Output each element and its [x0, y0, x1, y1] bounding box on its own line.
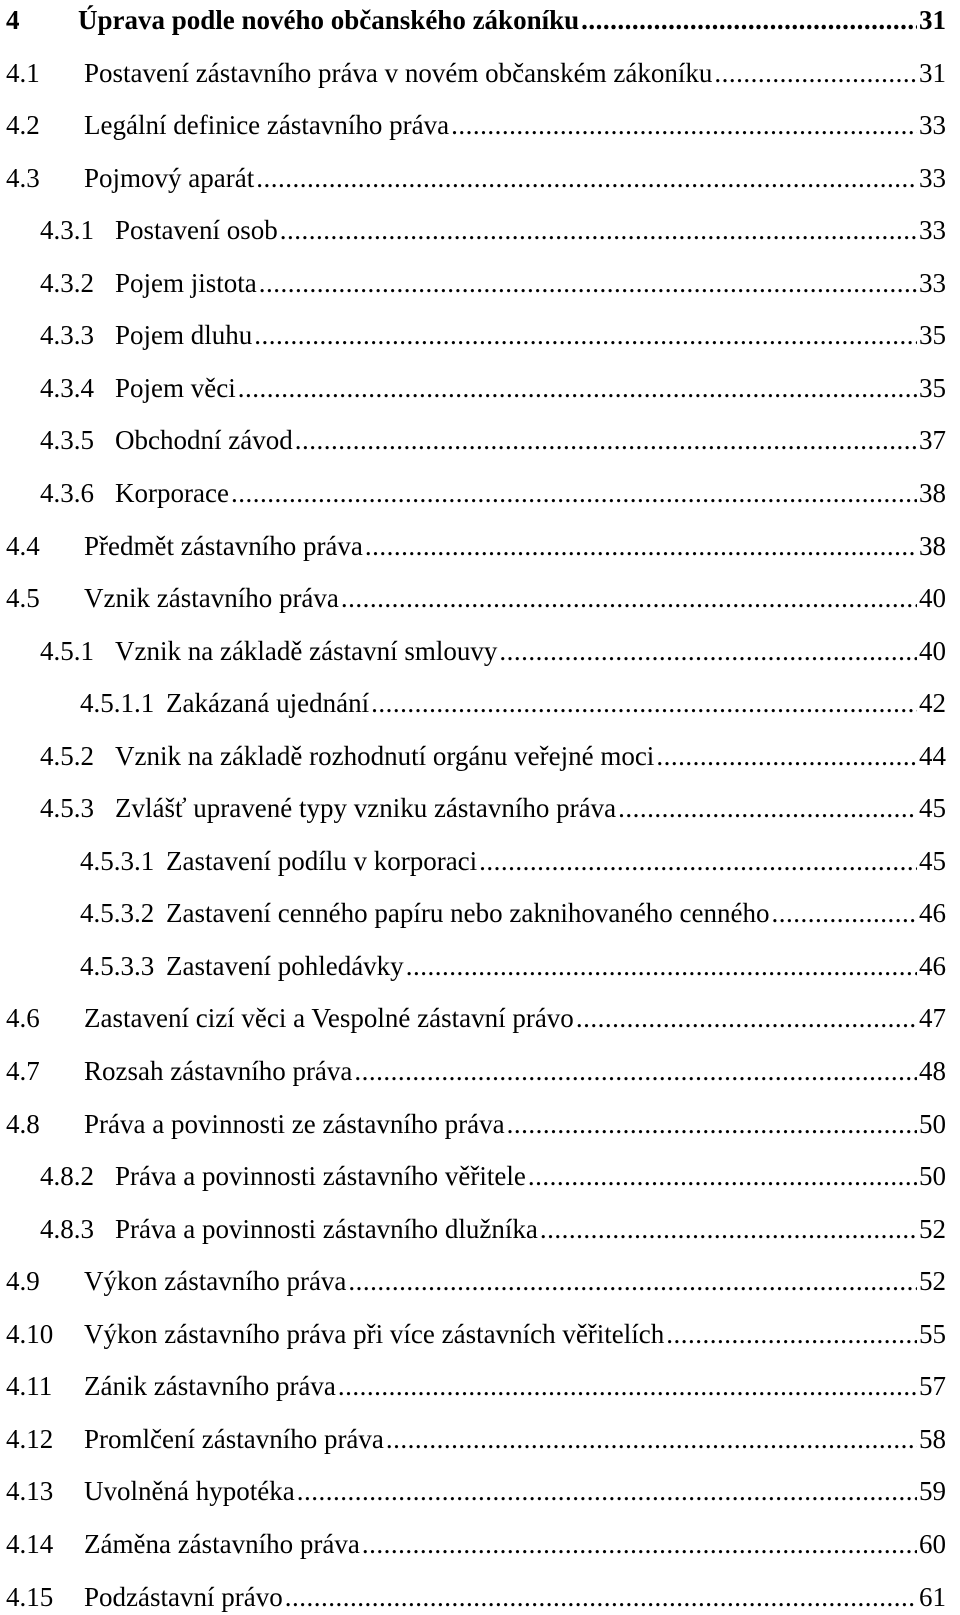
toc-entry-number: 4.4	[6, 530, 40, 561]
toc-entry-number: 4.2	[6, 110, 40, 141]
toc-entry-number: 4.5.1.1	[80, 688, 155, 719]
toc-entry-number: 4.8	[6, 1108, 40, 1139]
toc-entry[interactable]	[6, 1421, 946, 1457]
toc-entry-title: Obchodní závod	[115, 425, 293, 456]
toc-entry-page: 52	[919, 1213, 946, 1244]
toc-dot-leader	[666, 1316, 917, 1352]
toc-entry-page: 57	[919, 1371, 946, 1402]
toc-dot-leader	[238, 370, 917, 406]
toc-entry-number: 4.8.2	[40, 1161, 94, 1192]
toc-entry[interactable]	[6, 1053, 946, 1089]
toc-entry[interactable]	[40, 475, 946, 511]
toc-entry-title: Pojem jistota	[115, 267, 257, 298]
toc-entry[interactable]	[6, 528, 946, 564]
toc-entry-number: 4.15	[6, 1581, 54, 1612]
toc-entry[interactable]	[6, 580, 946, 616]
toc-entry-page: 48	[919, 1056, 946, 1086]
toc-entry[interactable]	[40, 212, 946, 248]
toc-entry-page: 31	[919, 5, 946, 35]
toc-entry-number: 4.12	[6, 1423, 54, 1454]
toc-entry-title: Výkon zástavního práva při více zástavních věřitelích	[84, 1318, 665, 1349]
toc-entry-title: Zastavení cizí věci a Vespolné zástavní právo	[84, 1003, 574, 1034]
toc-entry[interactable]	[40, 738, 946, 774]
toc-entry-number: 4.5.2	[40, 740, 94, 771]
toc-entry-page: 52	[919, 1266, 946, 1297]
toc-entry-title: Uvolněná hypotéka	[84, 1476, 295, 1507]
toc-entry-page: 33	[919, 267, 946, 298]
toc-entry-number: 4	[6, 5, 20, 35]
toc-dot-leader	[576, 1000, 917, 1036]
toc-entry-title: Záměna zástavního práva	[84, 1528, 360, 1559]
toc-entry-title: Vznik na základě rozhodnutí orgánu veřejné moci	[115, 740, 655, 771]
toc-dot-leader	[451, 107, 917, 143]
toc-dot-leader	[285, 1579, 917, 1615]
toc-dot-leader	[338, 1368, 917, 1404]
toc-dot-leader	[540, 1211, 917, 1247]
toc-entry-title: Vznik zástavního práva	[84, 583, 339, 614]
toc-entry-title: Zánik zástavního práva	[84, 1371, 336, 1402]
toc-entry-title: Pojem dluhu	[115, 320, 253, 351]
toc-dot-leader	[386, 1421, 917, 1457]
toc-entry[interactable]	[80, 685, 946, 721]
toc-entry-title: Vznik na základě zástavní smlouvy	[115, 635, 498, 666]
toc-dot-leader	[348, 1263, 917, 1299]
toc-entry[interactable]	[40, 265, 946, 301]
toc-entry[interactable]	[40, 422, 946, 458]
toc-entry-number: 4.5	[6, 583, 40, 614]
toc-dot-leader	[354, 1053, 917, 1089]
toc-entry[interactable]	[6, 160, 946, 196]
toc-dot-leader	[406, 948, 917, 984]
toc-entry[interactable]	[40, 790, 946, 826]
toc-entry-number: 4.13	[6, 1476, 54, 1507]
toc-dot-leader	[362, 1526, 917, 1562]
toc-dot-leader	[772, 895, 917, 931]
toc-dot-leader	[714, 55, 917, 91]
toc-dot-leader	[297, 1473, 917, 1509]
toc-entry-page: 47	[919, 1003, 946, 1034]
toc-entry-title: Korporace	[115, 477, 229, 508]
toc-entry-page: 58	[919, 1423, 946, 1454]
toc-entry-number: 4.8.3	[40, 1213, 94, 1244]
toc-entry-page: 31	[919, 57, 946, 88]
toc-entry-number: 4.5.1	[40, 635, 94, 666]
toc-entry-title: Promlčení zástavního práva	[84, 1423, 384, 1454]
toc-entry-page: 60	[919, 1528, 946, 1559]
toc-dot-leader	[280, 212, 917, 248]
toc-entry[interactable]	[40, 370, 946, 406]
toc-entry-number: 4.3.4	[40, 372, 94, 403]
toc-entry-number: 4.5.3.2	[80, 898, 155, 929]
toc-dot-leader	[499, 633, 917, 669]
toc-entry-title: Předmět zástavního práva	[84, 530, 363, 561]
toc-entry-page: 55	[919, 1318, 946, 1349]
toc-entry-page: 33	[919, 215, 946, 246]
toc-entry[interactable]	[6, 1368, 946, 1404]
toc-entry-title: Úprava podle nového občanského zákoníku	[78, 5, 580, 35]
toc-entry-title: Zakázaná ujednání	[166, 688, 370, 719]
toc-entry-title: Legální definice zástavního práva	[84, 110, 450, 141]
toc-entry-number: 4.9	[6, 1266, 40, 1297]
toc-entry[interactable]	[6, 1000, 946, 1036]
toc-dot-leader	[365, 528, 917, 564]
toc-entry-number: 4.7	[6, 1056, 40, 1086]
toc-dot-leader	[528, 1158, 917, 1194]
toc-entry-page: 42	[919, 688, 946, 719]
toc-entry[interactable]	[6, 1106, 946, 1142]
toc-dot-leader	[618, 790, 917, 826]
toc-entry[interactable]	[80, 948, 946, 984]
toc-entry-number: 4.3.2	[40, 267, 94, 298]
toc-dot-leader	[259, 265, 917, 301]
toc-entry-number: 4.1	[6, 57, 40, 88]
toc-entry-number: 4.3.1	[40, 215, 94, 246]
toc-dot-leader	[295, 422, 917, 458]
toc-entry-title: Práva a povinnosti ze zástavního práva	[84, 1108, 505, 1139]
toc-entry-title: Zastavení cenného papíru nebo zaknihovaného cenného	[166, 898, 770, 929]
toc-entry-page: 44	[919, 740, 946, 771]
toc-dot-leader	[581, 2, 917, 38]
toc-entry-page: 46	[919, 898, 946, 929]
toc-dot-leader	[656, 738, 917, 774]
toc-entry[interactable]	[40, 1158, 946, 1194]
toc-entry-page: 37	[919, 425, 946, 456]
toc-entry[interactable]	[6, 1473, 946, 1509]
toc-entry-number: 4.3.5	[40, 425, 94, 456]
toc-entry-page: 45	[919, 845, 946, 876]
toc-entry-page: 35	[919, 320, 946, 351]
toc-entry-page: 38	[919, 530, 946, 561]
toc-entry[interactable]	[6, 107, 946, 143]
toc-entry-page: 61	[919, 1581, 946, 1612]
toc-entry-page: 33	[919, 162, 946, 193]
toc-entry-page: 59	[919, 1476, 946, 1507]
toc-entry-number: 4.10	[6, 1318, 54, 1349]
toc-entry-title: Práva a povinnosti zástavního věřitele	[115, 1161, 526, 1192]
toc-entry-page: 45	[919, 793, 946, 824]
toc-entry[interactable]	[6, 55, 946, 91]
toc-entry-title: Zastavení podílu v korporaci	[166, 845, 478, 876]
toc-dot-leader	[507, 1106, 917, 1142]
toc-entry-page: 50	[919, 1161, 946, 1192]
toc-entry-title: Práva a povinnosti zástavního dlužníka	[115, 1213, 538, 1244]
toc-entry[interactable]	[40, 633, 946, 669]
toc-entry-page: 46	[919, 950, 946, 981]
toc-entry[interactable]	[80, 895, 946, 931]
toc-entry-number: 4.3.3	[40, 320, 94, 351]
toc-entry-title: Postavení zástavního práva v novém občanském zákoníku	[84, 57, 713, 88]
toc-entry[interactable]	[6, 2, 946, 38]
toc-entry-number: 4.11	[6, 1371, 53, 1402]
toc-entry[interactable]	[6, 1579, 946, 1615]
toc-entry[interactable]	[40, 317, 946, 353]
toc-entry-title: Rozsah zástavního práva	[84, 1056, 353, 1086]
toc-dot-leader	[341, 580, 917, 616]
toc-entry-title: Pojmový aparát	[84, 162, 255, 193]
toc-entry-page: 50	[919, 1108, 946, 1139]
toc-entry-number: 4.5.3	[40, 793, 94, 824]
toc-entry-title: Pojem věci	[115, 372, 236, 403]
toc-entry[interactable]	[40, 1211, 946, 1247]
toc-entry-title: Výkon zástavního práva	[84, 1266, 347, 1297]
toc-entry[interactable]	[80, 843, 946, 879]
toc-entry-title: Zvlášť upravené typy vzniku zástavního práva	[115, 793, 617, 824]
toc-dot-leader	[231, 475, 917, 511]
toc-dot-leader	[371, 685, 917, 721]
toc-entry-page: 33	[919, 110, 946, 141]
toc-entry[interactable]	[6, 1263, 946, 1299]
toc-entry-number: 4.5.3.3	[80, 950, 155, 981]
toc-entry-page: 38	[919, 477, 946, 508]
toc-entry-number: 4.14	[6, 1528, 54, 1559]
toc-entry-number: 4.3.6	[40, 477, 94, 508]
toc-dot-leader	[479, 843, 917, 879]
toc-entry-title: Zastavení pohledávky	[166, 950, 404, 981]
toc-entry[interactable]	[6, 1316, 946, 1352]
toc-entry-page: 40	[919, 583, 946, 614]
toc-entry-page: 35	[919, 372, 946, 403]
toc-entry-title: Podzástavní právo	[84, 1581, 283, 1612]
toc-entry-number: 4.5.3.1	[80, 845, 155, 876]
toc-entry-number: 4.3	[6, 162, 40, 193]
toc-dot-leader	[256, 160, 917, 196]
toc-entry-page: 40	[919, 635, 946, 666]
toc-entry-number: 4.6	[6, 1003, 40, 1034]
toc-dot-leader	[254, 317, 917, 353]
toc-entry[interactable]	[6, 1526, 946, 1562]
toc-entry-title: Postavení osob	[115, 215, 278, 246]
